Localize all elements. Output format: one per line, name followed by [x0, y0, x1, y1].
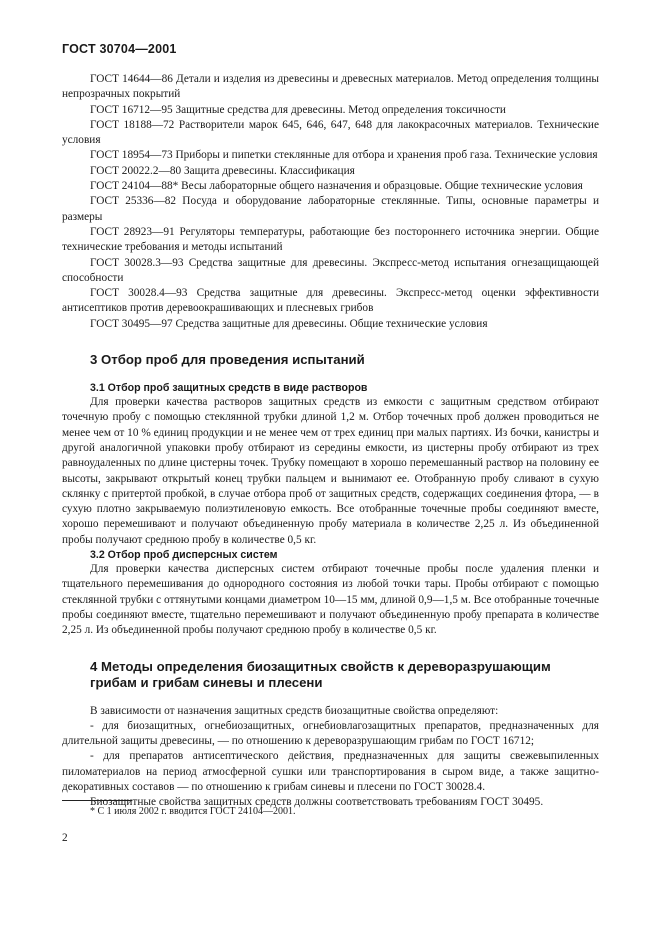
reference-item: ГОСТ 30028.4—93 Средства защитные для древесины. Экспресс-метод оценки эффективности антисептиков против деревоокрашивающих и плесневых грибов	[62, 287, 599, 315]
subsection-3-1-heading: 3.1 Отбор проб защитных средств в виде растворов	[90, 382, 368, 395]
reference-item: ГОСТ 25336—82 Посуда и оборудование лабораторные стеклянные. Типы, основные параметры и размеры	[62, 195, 599, 223]
footnote-divider	[62, 800, 132, 801]
reference-item: ГОСТ 30495—97 Средства защитные для древесины. Общие технические условия	[90, 317, 488, 330]
section-4-heading-line-2: грибам и грибам синевы и плесени	[90, 674, 323, 690]
reference-item: ГОСТ 30028.3—93 Средства защитные для древесины. Экспресс-метод испытания огнезащищающей способности	[62, 256, 599, 284]
page-number: 2	[62, 832, 68, 844]
section-4-heading	[62, 659, 599, 691]
section-4-paragraph: В зависимости от назначения защитных средств биозащитные свойства определяют:	[90, 704, 499, 717]
reference-item: ГОСТ 24104—88* Весы лабораторные общего назначения и образцовые. Общие технические условия	[90, 180, 583, 193]
subsection-3-2-heading: 3.2 Отбор проб дисперсных систем	[90, 549, 278, 562]
reference-item: ГОСТ 18188—72 Растворители марок 645, 646, 647, 648 для лакокрасочных материалов. Технические условия	[62, 118, 599, 147]
reference-item: ГОСТ 20022.2—80 Защита древесины. Классификация	[90, 164, 355, 177]
normative-references-list	[62, 72, 599, 332]
page-content	[62, 72, 599, 811]
subsection-3-1-text: Для проверки качества растворов защитных средств из емкости с защитным средством отбирают точечную пробу с помощью стеклянной трубки длиной 1,2 м. Отбор точечных проб должен проводиться не менее чем от 10 % единиц продукции и не менее чем от трех единиц при малых партиях. Из бочки, канистры и другой аналогичной упаковки пробу отбирают из середины емкости, из цистерны пробу отбирают из трех равноудаленных по длине цистерны точек. Трубку помещают в хорошо перемешанный раствор на половину ее высоты, закрывают открытый конец трубки пальцем и вынимают ее. Отобранную пробу сливают в сухую склянку с притертой пробкой, в случае отбора проб от защитных средств, содержащих соединения фтора, — в сухую плотно закрываемую полиэтиленовую емкость. Все отобранные точечные пробы соединяют вместе, хорошо перемешивают и получают объединенную пробу материала в количестве 2,25 л. Из объединенной пробы получают среднюю пробу в количестве 0,5 кг.	[62, 396, 599, 546]
document-header: ГОСТ 30704—2001	[62, 42, 177, 56]
reference-item: ГОСТ 18954—73 Приборы и пипетки стеклянные для отбора и хранения проб газа. Технические условия	[90, 149, 598, 162]
section-4-paragraph: - для биозащитных, огнебиозащитных, огнебиовлагозащитных препаратов, предназначенных для длительной защиты древесины, — по отношению к дереворазрушающим грибам по ГОСТ 16712;	[62, 719, 599, 748]
subsection-3-2-text: Для проверки качества дисперсных систем отбирают точечные пробы после удаления пленки и тщательного перемешивания до однородного состояния из любой точки тары. Пробы отбирают с помощью стеклянной трубки с оттянутыми концами диаметром 10—15 мм, длиной 0,9—1,5 м. Все отобранные точечные пробы соединяют вместе, тщательно перемешивают и получают объединенную пробу препарата в количестве 2,25 л. Из объединенной пробы получают среднюю пробу в количестве 0,5 кг.	[62, 563, 599, 637]
reference-item: ГОСТ 14644—86 Детали и изделия из древесины и древесных материалов. Метод определения толщины непрозрачных покрытий	[62, 73, 599, 101]
section-4-paragraph: - для препаратов антисептического действия, предназначенных для защиты свежевыпиленных пиломатериалов на период атмосферной сушки или транспортирования в сыром виде, а также защитно-декоративных составов — по отношению к грибам синевы и плесени по ГОСТ 30028.4.	[62, 750, 599, 793]
section-4-paragraph: Биозащитные свойства защитных средств должны соответствовать требованиям ГОСТ 30495.	[90, 796, 544, 809]
reference-item: ГОСТ 28923—91 Регуляторы температуры, работающие без постороннего источника энергии. Общие технические требования и методы испытаний	[62, 225, 599, 254]
reference-item: ГОСТ 16712—95 Защитные средства для древесины. Метод определения токсичности	[90, 103, 506, 116]
section-4-heading-line-1: 4 Методы определения биозащитных свойств к дереворазрушающим	[90, 658, 551, 674]
section-3-heading: 3 Отбор проб для проведения испытаний	[90, 352, 365, 368]
footnote: * С 1 июля 2002 г. вводится ГОСТ 24104—2001.	[90, 806, 296, 817]
